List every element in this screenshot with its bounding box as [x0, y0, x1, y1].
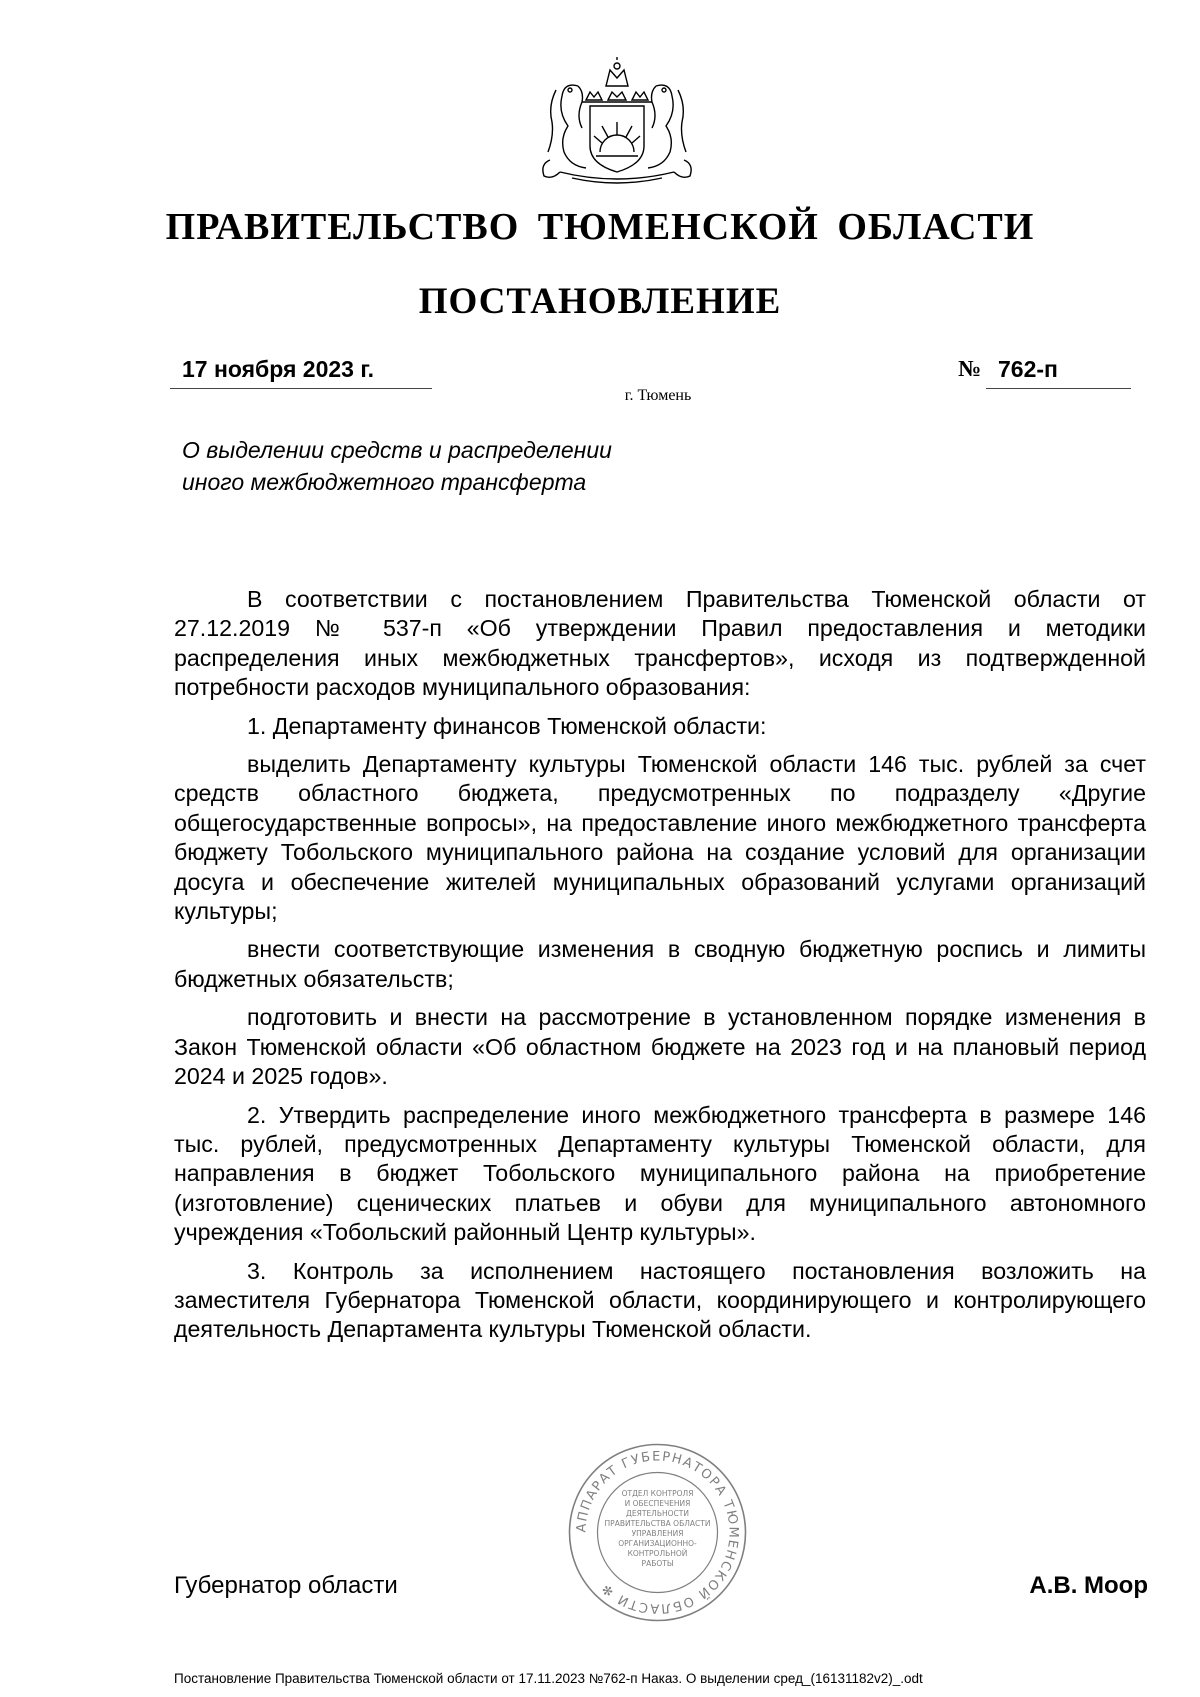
body-paragraph: 1. Департаменту финансов Тюменской области:	[247, 712, 767, 739]
number-sign: №	[958, 356, 982, 381]
official-stamp	[565, 1440, 750, 1625]
document-type-title: ПОСТАНОВЛЕНИЕ	[418, 281, 782, 322]
svg-text:УПРАВЛЕНИЯ: УПРАВЛЕНИЯ	[631, 1529, 684, 1538]
city-label: г. Тюмень	[624, 387, 692, 404]
svg-text:ОТДЕЛ КОНТРОЛЯ: ОТДЕЛ КОНТРОЛЯ	[621, 1489, 694, 1498]
svg-text:ДЕЯТЕЛЬНОСТИ: ДЕЯТЕЛЬНОСТИ	[626, 1509, 689, 1518]
signer-position: Губернатор области	[174, 1572, 398, 1599]
body-paragraph: В соответствии с постановлением Правительства Тюменской области от 27.12.2019 № 537-п «Об утверждении Правил предоставления и методики распределения иных межбюджетных трансфертов», исходя из подтвержденной потребности расходов муниципального образования:	[174, 586, 1146, 701]
svg-text:ОРГАНИЗАЦИОННО-: ОРГАНИЗАЦИОННО-	[618, 1539, 697, 1548]
body-paragraph: 2. Утвердить распределение иного межбюджетного трансферта в размере 146 тыс. рублей, предусмотренных Департаменту культуры Тюменской области, для направления в бюджет Тобольского муниципального района на приобретение (изготовление) сценических платьев и обуви для муниципального автономного учреждения «Тобольский районный Центр культуры».	[174, 1101, 1146, 1246]
document-number: 762-п	[998, 356, 1058, 382]
footer-file-info: Постановление Правительства Тюменской области от 17.11.2023 №762-п Наказ. О выделении сред_(16131182v2)_.odt	[174, 1671, 923, 1686]
svg-text:РАБОТЫ: РАБОТЫ	[641, 1559, 674, 1568]
body-paragraph: внести соответствующие изменения в сводную бюджетную роспись и лимиты бюджетных обязательств;	[174, 936, 1146, 992]
organization-title: ПРАВИТЕЛЬСТВО ТЮМЕНСКОЙ ОБЛАСТИ	[165, 206, 1035, 248]
svg-text:И ОБЕСПЕЧЕНИЯ: И ОБЕСПЕЧЕНИЯ	[624, 1499, 691, 1508]
document-date: 17 ноября 2023 г.	[182, 356, 375, 382]
document-body	[174, 585, 1146, 1354]
document-number-field	[986, 356, 1131, 389]
signer-name: А.В. Моор	[1029, 1572, 1148, 1599]
document-date-field	[170, 356, 432, 389]
coat-of-arms-emblem	[520, 56, 715, 184]
svg-text:АППАРАТ ГУБЕРНАТОРА ТЮМЕНСКОЙ: АППАРАТ ГУБЕРНАТОРА ТЮМЕНСКОЙ ОБЛАСТИ ✻	[574, 1449, 741, 1616]
body-paragraph: 3. Контроль за исполнением настоящего постановления возложить на заместителя Губернатора Тюменской области, координирующего и контролирующего деятельность Департамента культуры Тюменской области.	[174, 1257, 1146, 1343]
document-subject	[182, 434, 742, 498]
body-paragraph: подготовить и внести на рассмотрение в установленном порядке изменения в Закон Тюменской области «Об областном бюджете на 2023 год и на плановый период 2024 и 2025 годов».	[174, 1004, 1146, 1090]
subject-line: О выделении средств и распределении	[182, 437, 612, 463]
svg-text:ПРАВИТЕЛЬСТВА ОБЛАСТИ: ПРАВИТЕЛЬСТВА ОБЛАСТИ	[604, 1519, 711, 1528]
subject-line: иного межбюджетного трансферта	[182, 469, 587, 495]
body-paragraph: выделить Департаменту культуры Тюменской области 146 тыс. рублей за счет средств областного бюджета, предусмотренных по подразделу «Другие общегосударственные вопросы», на предоставление иного межбюджетного трансферта бюджету Тобольского муниципального района на создание условий для организации досуга и обеспечение жителей муниципальных образований услугами организаций культуры;	[174, 751, 1146, 925]
svg-text:КОНТРОЛЬНОЙ: КОНТРОЛЬНОЙ	[627, 1549, 688, 1558]
